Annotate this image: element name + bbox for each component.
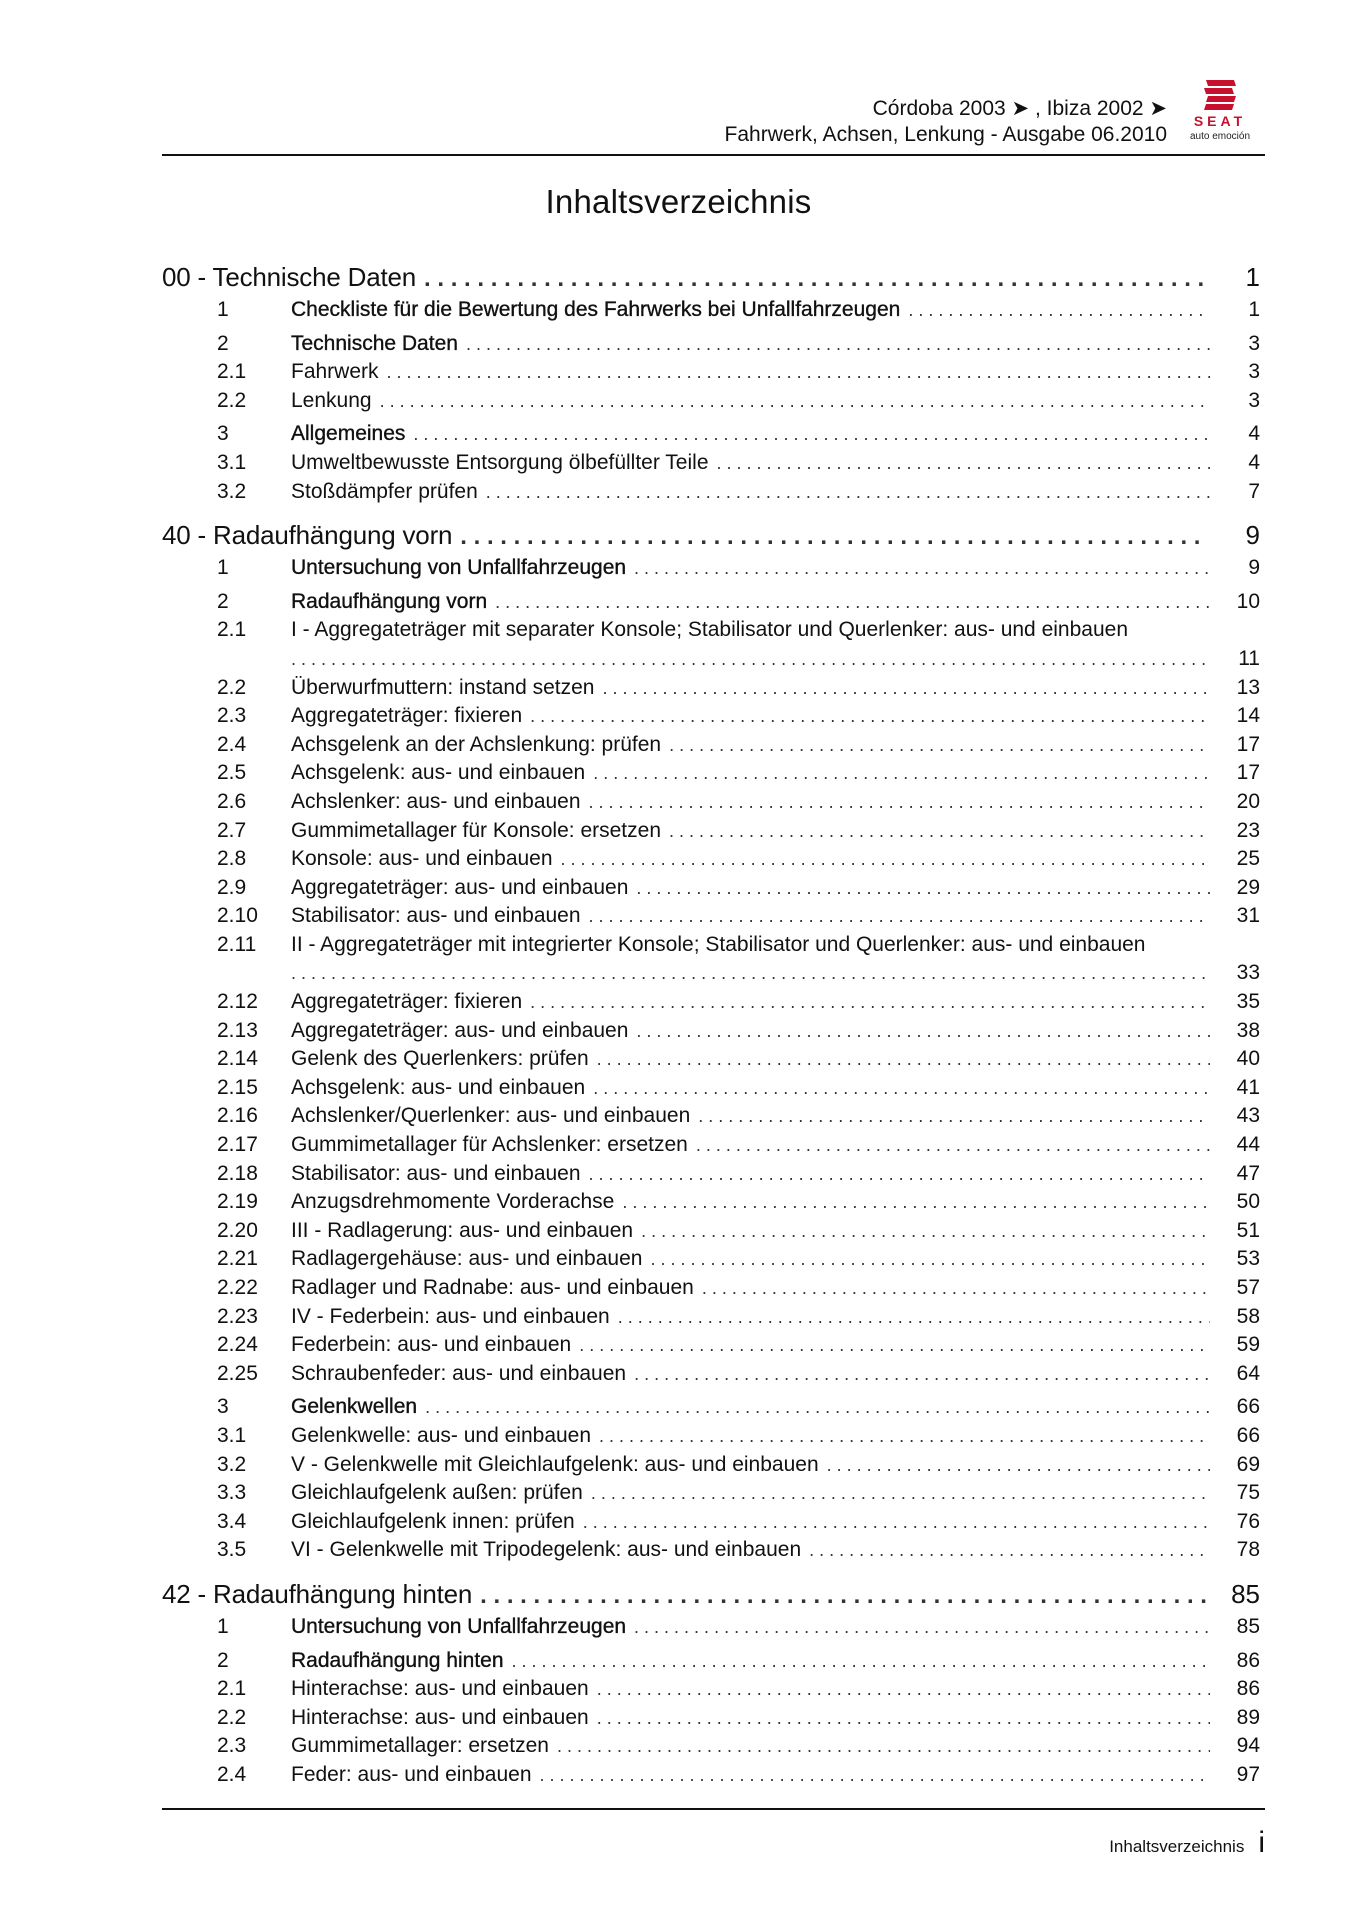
dot-leader: [622, 1192, 1210, 1213]
entry-number: 2.10: [217, 904, 258, 928]
entry-title: Federbein: aus- und einbauen: [291, 1333, 572, 1357]
dot-leader: [466, 334, 1210, 355]
dot-leader: [579, 1335, 1210, 1356]
dot-leader: [460, 523, 1206, 551]
entry-number: 2: [217, 589, 229, 613]
entry-number: 2.7: [217, 818, 247, 842]
dot-leader: [480, 1582, 1206, 1610]
entry-title: Gelenk des Querlenkers: prüfen: [291, 1047, 589, 1071]
toc-entry[interactable]: [162, 819, 1260, 848]
toc-entry[interactable]: [162, 933, 1260, 990]
toc-entry[interactable]: [162, 847, 1260, 876]
entry-page: 58: [1236, 1304, 1260, 1328]
entry-number: 3.5: [217, 1538, 247, 1562]
entry-page: 17: [1236, 732, 1260, 756]
entry-title: Radlager und Radnabe: aus- und einbauen: [291, 1276, 694, 1299]
entry-title: Technische Daten: [291, 331, 458, 355]
entry-number: 3.1: [217, 450, 247, 474]
dot-leader: [827, 1455, 1210, 1476]
entry-number: 3.1: [217, 1423, 247, 1447]
dot-leader: [530, 992, 1210, 1013]
dot-leader: [589, 906, 1210, 927]
toc-entry[interactable]: [162, 422, 1260, 451]
toc-entry[interactable]: [162, 1219, 1260, 1248]
entry-number: 2.3: [217, 704, 247, 728]
entry-page: 59: [1236, 1333, 1260, 1357]
header-rule: [162, 154, 1265, 156]
entry-number: 2.2: [217, 675, 247, 699]
toc-entry[interactable]: [162, 1276, 1260, 1305]
dot-leader: [583, 1512, 1210, 1533]
entry-page: 3: [1248, 388, 1260, 412]
entry-title: III - Radlagerung: aus- und einbauen: [291, 1218, 634, 1242]
toc-entry[interactable]: [162, 1481, 1260, 1510]
toc-entry[interactable]: [162, 590, 1260, 619]
entry-title: IV - Federbein: aus- und einbauen: [291, 1304, 610, 1328]
entry-number: 2.5: [217, 761, 247, 785]
entry-page: 66: [1236, 1395, 1260, 1419]
dot-leader: [591, 1483, 1210, 1504]
entry-page: 50: [1236, 1190, 1260, 1214]
entry-title: VI - Gelenkwelle mit Tripodegelenk: aus- und einbauen: [291, 1538, 802, 1562]
seat-s-emblem-icon: [1204, 80, 1236, 110]
entry-title: Hinterachse: aus- und einbauen: [291, 1677, 589, 1701]
entry-title: Stabilisator: aus- und einbauen: [291, 904, 581, 928]
toc-entry[interactable]: [162, 790, 1260, 819]
entry-page: 76: [1236, 1509, 1260, 1533]
footer-label: Inhaltsverzeichnis: [1109, 1837, 1245, 1856]
entry-number: 2.24: [217, 1333, 258, 1357]
toc-entry[interactable]: [162, 761, 1260, 790]
entry-title: I - Aggregateträger mit separater Konsole; Stabilisator und Querlenker: aus- und einbauen: [291, 618, 1128, 642]
dot-leader: [512, 1651, 1210, 1672]
entry-number: 2.3: [217, 1734, 247, 1758]
toc-entry[interactable]: [162, 389, 1260, 418]
toc-entry[interactable]: [162, 733, 1260, 762]
footer-rule: [162, 1808, 1265, 1810]
toc-entry[interactable]: [162, 1076, 1260, 1105]
toc-entry[interactable]: [162, 704, 1260, 733]
page-footer: [1109, 1826, 1265, 1860]
table-of-contents: [162, 262, 1260, 1792]
toc-entry[interactable]: [162, 1333, 1260, 1362]
entry-page: 66: [1236, 1423, 1260, 1447]
dot-leader: [291, 963, 1210, 984]
entry-page: 1: [1248, 298, 1260, 321]
entry-title: Gummimetallager: ersetzen: [291, 1734, 549, 1758]
entry-title: Umweltbewusste Entsorgung ölbefüllter Teile: [291, 450, 709, 474]
toc-entry[interactable]: [162, 1706, 1260, 1735]
toc-entry[interactable]: [162, 1362, 1260, 1391]
toc-entry[interactable]: [162, 556, 1260, 585]
toc-entry[interactable]: [162, 1162, 1260, 1191]
chapter-page: 1: [1245, 262, 1260, 292]
toc-entry[interactable]: [162, 1047, 1260, 1076]
dot-leader: [698, 1106, 1210, 1127]
entry-page: 7: [1248, 479, 1260, 503]
entry-title: Achslenker/Querlenker: aus- und einbauen: [291, 1104, 691, 1128]
entry-line: [162, 961, 1260, 990]
toc-entry[interactable]: [162, 298, 1260, 327]
entry-page: 85: [1236, 1614, 1260, 1638]
entry-page: 14: [1236, 704, 1260, 728]
entry-number: 2.16: [217, 1104, 258, 1128]
entry-number: 2.15: [217, 1075, 258, 1099]
dot-leader: [636, 1021, 1210, 1042]
entry-title: Konsole: aus- und einbauen: [291, 847, 553, 871]
dot-leader: [634, 558, 1210, 579]
entry-page: 25: [1236, 847, 1260, 871]
entry-page: 86: [1236, 1677, 1260, 1701]
entry-number: 2.18: [217, 1161, 258, 1185]
entry-number: 2.9: [217, 875, 247, 899]
entry-number: 2: [217, 331, 229, 355]
header-subject-line: Fahrwerk, Achsen, Lenkung - Ausgabe 06.2010: [724, 123, 1167, 146]
dot-leader: [641, 1221, 1210, 1242]
entry-page: 94: [1236, 1734, 1260, 1758]
entry-number: 3: [217, 422, 229, 446]
toc-entry[interactable]: [162, 1649, 1260, 1678]
dot-leader: [717, 453, 1211, 474]
entry-title: Fahrwerk: [291, 360, 379, 384]
toc-entry[interactable]: [162, 1453, 1260, 1482]
toc-entry[interactable]: [162, 1510, 1260, 1539]
dot-leader: [599, 1426, 1210, 1447]
chapter-page: 9: [1245, 520, 1260, 551]
dot-leader: [589, 792, 1210, 813]
dot-leader: [530, 706, 1210, 727]
entry-page: 43: [1236, 1104, 1260, 1128]
entry-number: 1: [217, 556, 229, 580]
dot-leader: [597, 1708, 1210, 1729]
dot-leader: [387, 362, 1210, 383]
dot-leader: [380, 391, 1210, 412]
toc-entry[interactable]: [162, 480, 1260, 509]
toc-entry[interactable]: [162, 1395, 1260, 1424]
entry-title: II - Aggregateträger mit integrierter Konsole; Stabilisator und Querlenker: aus- und einbauen: [291, 932, 1146, 956]
header-model-line: Córdoba 2003 ➤ , Ibiza 2002 ➤: [872, 97, 1167, 120]
dot-leader: [636, 878, 1210, 899]
entry-line: [162, 618, 1260, 647]
entry-page: 3: [1248, 360, 1260, 384]
entry-page: 41: [1236, 1075, 1260, 1099]
toc-entry[interactable]: [162, 1615, 1260, 1644]
toc-entry[interactable]: [162, 1104, 1260, 1133]
entry-number: 2.21: [217, 1247, 258, 1271]
toc-entry[interactable]: [162, 1019, 1260, 1048]
entry-title: Radaufhängung vorn: [291, 589, 488, 613]
toc-entry[interactable]: [162, 618, 1260, 675]
entry-title: Stabilisator: aus- und einbauen: [291, 1161, 581, 1185]
entry-page: 13: [1236, 675, 1260, 699]
entry-page: 17: [1236, 761, 1260, 785]
entry-title: Anzugsdrehmomente Vorderachse: [291, 1190, 615, 1214]
toc-entry[interactable]: [162, 1424, 1260, 1453]
entry-number: 2.4: [217, 1762, 247, 1786]
entry-page: 4: [1248, 450, 1260, 474]
entry-number: 2.1: [217, 360, 247, 384]
toc-entry[interactable]: [162, 1133, 1260, 1162]
entry-page: 38: [1236, 1018, 1260, 1042]
entry-number: 2.1: [217, 1677, 247, 1701]
dot-leader: [669, 821, 1210, 842]
entry-page: 69: [1236, 1452, 1260, 1476]
entry-number: 3.4: [217, 1509, 247, 1533]
entry-page: 86: [1236, 1648, 1260, 1672]
toc-chapter[interactable]: [162, 1579, 1260, 1615]
toc-entry[interactable]: [162, 1763, 1260, 1792]
entry-page: 20: [1236, 789, 1260, 813]
entry-page: 23: [1236, 818, 1260, 842]
entry-title: V - Gelenkwelle mit Gleichlaufgelenk: aus- und einbauen: [291, 1452, 819, 1476]
dot-leader: [561, 849, 1210, 870]
entry-title: Aggregateträger: fixieren: [291, 704, 523, 728]
dot-leader: [425, 1397, 1210, 1418]
entry-number: 2.20: [217, 1218, 258, 1242]
toc-entry[interactable]: [162, 1677, 1260, 1706]
entry-title: Gummimetallager für Achslenker: ersetzen: [291, 1133, 688, 1157]
entry-title: Checkliste für die Bewertung des Fahrwerks bei Unfallfahrzeugen: [291, 298, 901, 321]
toc-chapter[interactable]: [162, 262, 1260, 298]
entry-page: 10: [1236, 589, 1260, 613]
toc-entry[interactable]: [162, 676, 1260, 705]
toc-entry[interactable]: [162, 1538, 1260, 1567]
entry-number: 2.12: [217, 990, 258, 1014]
dot-leader: [908, 300, 1210, 321]
entry-page: 33: [1236, 961, 1260, 985]
page-title: Inhaltsverzeichnis: [545, 183, 812, 220]
seat-logo: [1175, 76, 1265, 146]
entry-title: Feder: aus- und einbauen: [291, 1762, 532, 1786]
toc-entry[interactable]: [162, 451, 1260, 480]
chapter-title: 00 - Technische Daten: [162, 262, 417, 292]
entry-number: 2.22: [217, 1276, 258, 1299]
entry-number: 3.2: [217, 479, 247, 503]
entry-number: 2.19: [217, 1190, 258, 1214]
entry-title: Achslenker: aus- und einbauen: [291, 789, 581, 813]
entry-page: 11: [1238, 646, 1260, 670]
toc-entry[interactable]: [162, 1305, 1260, 1334]
entry-page: 78: [1236, 1538, 1260, 1562]
entry-title: Gelenkwelle: aus- und einbauen: [291, 1423, 592, 1447]
dot-leader: [809, 1540, 1210, 1561]
logo-wordmark: SEAT: [1193, 113, 1247, 129]
entry-title: Überwurfmuttern: instand setzen: [291, 675, 595, 699]
entry-number: 2.13: [217, 1018, 258, 1042]
entry-title: Achsgelenk: aus- und einbauen: [291, 1075, 586, 1099]
entry-title: Achsgelenk: aus- und einbauen: [291, 761, 586, 785]
dot-leader: [618, 1307, 1210, 1328]
entry-number: 2.4: [217, 732, 247, 756]
entry-number: 3.2: [217, 1452, 247, 1476]
dot-leader: [593, 763, 1210, 784]
entry-number: 2.17: [217, 1133, 258, 1157]
footer-page-number: i: [1258, 1826, 1265, 1859]
entry-title: Stoßdämpfer prüfen: [291, 479, 478, 503]
entry-number: 2.2: [217, 388, 247, 412]
toc-entry[interactable]: [162, 1247, 1260, 1276]
toc-entry[interactable]: [162, 990, 1260, 1019]
dot-leader: [557, 1736, 1210, 1757]
entry-line: [162, 933, 1260, 962]
dot-leader: [602, 678, 1210, 699]
entry-page: 97: [1236, 1762, 1260, 1786]
dot-leader: [424, 265, 1206, 293]
entry-page: 44: [1236, 1133, 1260, 1157]
toc-entry[interactable]: [162, 1734, 1260, 1763]
dot-leader: [696, 1135, 1210, 1156]
entry-number: 2.11: [217, 932, 257, 956]
toc-entry[interactable]: [162, 1190, 1260, 1219]
toc-entry[interactable]: [162, 904, 1260, 933]
toc-entry[interactable]: [162, 332, 1260, 361]
entry-number: 3.3: [217, 1481, 247, 1505]
toc-entry[interactable]: [162, 876, 1260, 905]
entry-line: [162, 647, 1260, 676]
entry-page: 31: [1236, 904, 1260, 928]
dot-leader: [495, 592, 1210, 613]
dot-leader: [597, 1049, 1210, 1070]
dot-leader: [669, 735, 1210, 756]
entry-title: Allgemeines: [291, 422, 406, 446]
dot-leader: [486, 482, 1210, 503]
entry-title: Schraubenfeder: aus- und einbauen: [291, 1361, 627, 1385]
header-text: [725, 96, 1167, 148]
toc-entry[interactable]: [162, 360, 1260, 389]
logo-tagline: auto emoción: [1189, 131, 1251, 142]
entry-number: 3: [217, 1395, 229, 1419]
entry-title: Hinterachse: aus- und einbauen: [291, 1705, 589, 1729]
entry-title: Aggregateträger: aus- und einbauen: [291, 1018, 629, 1042]
entry-number: 2.6: [217, 789, 247, 813]
entry-number: 2: [217, 1648, 229, 1672]
dot-leader: [634, 1617, 1210, 1638]
entry-page: 47: [1236, 1161, 1260, 1185]
dot-leader: [593, 1078, 1210, 1099]
entry-page: 57: [1236, 1276, 1260, 1299]
entry-page: 64: [1236, 1361, 1260, 1385]
entry-number: 2.14: [217, 1047, 258, 1071]
entry-number: 2.2: [217, 1705, 247, 1729]
toc-chapter[interactable]: [162, 520, 1260, 556]
entry-page: 4: [1248, 422, 1260, 446]
entry-page: 9: [1248, 556, 1260, 580]
entry-title: Lenkung: [291, 388, 372, 412]
entry-page: 35: [1236, 990, 1260, 1014]
entry-page: 75: [1236, 1481, 1260, 1505]
entry-page: 29: [1236, 875, 1260, 899]
dot-leader: [413, 424, 1210, 445]
entry-title: Radaufhängung hinten: [291, 1648, 504, 1672]
entry-number: 2.1: [217, 618, 247, 642]
entry-title: Aggregateträger: fixieren: [291, 990, 523, 1014]
entry-title: Radlagergehäuse: aus- und einbauen: [291, 1247, 643, 1271]
entry-page: 53: [1236, 1247, 1260, 1271]
page-header: [162, 96, 1265, 154]
dot-leader: [589, 1164, 1210, 1185]
dot-leader: [650, 1249, 1210, 1270]
chapter-title: 42 - Radaufhängung hinten: [162, 1578, 473, 1609]
dot-leader: [597, 1679, 1210, 1700]
entry-number: 1: [217, 1614, 229, 1638]
entry-page: 89: [1236, 1705, 1260, 1729]
entry-number: 2.23: [217, 1304, 258, 1328]
entry-title: Untersuchung von Unfallfahrzeugen: [291, 556, 627, 580]
entry-page: 3: [1248, 331, 1260, 355]
dot-leader: [702, 1278, 1210, 1299]
entry-number: 2.8: [217, 847, 247, 871]
entry-title: Gleichlaufgelenk außen: prüfen: [291, 1481, 583, 1505]
chapter-page: 85: [1231, 1578, 1260, 1609]
entry-number: 2.25: [217, 1361, 258, 1385]
dot-leader: [540, 1765, 1210, 1786]
chapter-title: 40 - Radaufhängung vorn: [162, 520, 453, 551]
entry-title: Gleichlaufgelenk innen: prüfen: [291, 1509, 575, 1533]
entry-title: Gummimetallager für Konsole: ersetzen: [291, 818, 661, 842]
entry-title: Achsgelenk an der Achslenkung: prüfen: [291, 732, 662, 756]
entry-title: Untersuchung von Unfallfahrzeugen: [291, 1614, 627, 1638]
dot-leader: [634, 1364, 1210, 1385]
entry-title: Gelenkwellen: [291, 1395, 418, 1419]
entry-number: 1: [217, 298, 229, 321]
entry-page: 51: [1236, 1218, 1260, 1242]
entry-title: Aggregateträger: aus- und einbauen: [291, 875, 629, 899]
entry-page: 40: [1236, 1047, 1260, 1071]
dot-leader: [291, 649, 1210, 670]
